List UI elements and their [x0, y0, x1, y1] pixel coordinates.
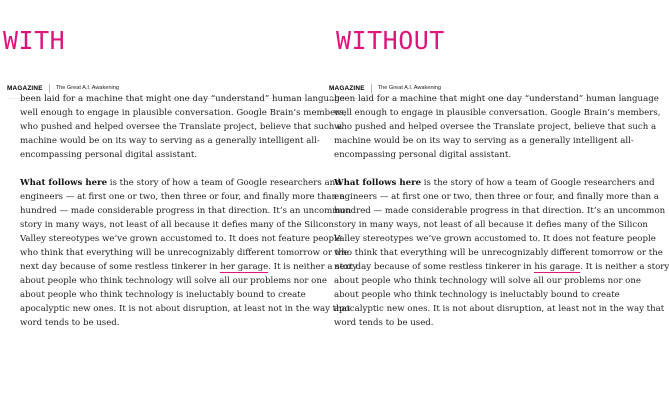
text-line: machine would be on its way to serving as a generally intelligent all- [20, 136, 320, 146]
paragraph-lead: What follows here [334, 178, 422, 188]
panel-label: WITH [3, 26, 66, 55]
highlighted-phrase: her garage [220, 262, 269, 272]
text-line: story in many ways, not least of all because it defies many of the Silicon [20, 220, 334, 230]
text-run: is the story of how a team of Google researchers and [107, 178, 341, 188]
comparison-panel-without [320, 0, 669, 400]
text-line: engineers — at first one or two, then three or four, and finally more than a [334, 192, 659, 202]
paragraph-gap [20, 162, 312, 176]
text-line: hundred — made considerable progress in that direction. It’s an uncommon [20, 206, 352, 216]
text-line: Valley stereotypes we’ve grown accustomed to. It does not feature people [334, 234, 656, 244]
magazine-wordmark[interactable]: MAGAZINE [329, 84, 365, 92]
story-title[interactable]: The Great A.I. Awakening [377, 85, 442, 91]
text-line: about people who think technology will solve all our problems nor one [334, 276, 641, 286]
article-body [20, 94, 358, 328]
text-run: . It is neither a story [580, 262, 669, 272]
text-line [20, 176, 341, 190]
text-run: next day because of some restless tinkerer in [20, 262, 221, 272]
text-line: who pushed and helped oversee the Translate project, believe that such a [334, 122, 657, 132]
text-line: word tends to be used. [20, 318, 120, 328]
text-line: well enough to engage in plausible conversation. Google Brain’s members, [20, 108, 347, 118]
text-run: is the story of how a team of Google researchers and [421, 178, 655, 188]
highlighted-phrase: his garage [534, 262, 581, 272]
text-line: been laid for a machine that might one day “understand” human language [20, 94, 345, 104]
text-line: who think that everything will be unrecognizably different tomorrow or the [20, 248, 349, 258]
text-line: engineers — at first one or two, then three or four, and finally more than a [20, 192, 345, 202]
text-line: about people who think technology will solve all our problems nor one [20, 276, 327, 286]
text-line [334, 260, 669, 274]
article-body [334, 94, 669, 328]
text-line: about people who think technology is ineluctably bound to create [20, 290, 306, 300]
panel-label: WITHOUT [336, 26, 445, 55]
story-title[interactable]: The Great A.I. Awakening [55, 85, 120, 91]
paragraph-lead: What follows here [20, 178, 108, 188]
text-line: word tends to be used. [334, 318, 434, 328]
text-line: apocalyptic new ones. It is not about disruption, at least not in the way that [334, 304, 665, 314]
text-line: about people who think technology is ineluctably bound to create [334, 290, 620, 300]
text-line: been laid for a machine that might one day “understand” human language [334, 94, 659, 104]
text-line: who think that everything will be unrecognizably different tomorrow or the [334, 248, 663, 258]
text-line: Valley stereotypes we’ve grown accustomed to. It does not feature people [20, 234, 342, 244]
text-line: apocalyptic new ones. It is not about disruption, at least not in the way that [20, 304, 351, 314]
paragraph-gap [334, 162, 634, 176]
text-line: hundred — made considerable progress in that direction. It’s an uncommon [334, 206, 666, 216]
text-line: machine would be on its way to serving as a generally intelligent all- [334, 136, 634, 146]
magazine-wordmark[interactable]: MAGAZINE [7, 84, 43, 92]
text-line: story in many ways, not least of all because it defies many of the Silicon [334, 220, 648, 230]
text-line [20, 260, 358, 274]
text-line [334, 176, 655, 190]
text-line: encompassing personal digital assistant. [334, 150, 512, 160]
text-line: encompassing personal digital assistant. [20, 150, 198, 160]
text-run: next day because of some restless tinkerer in [334, 262, 535, 272]
text-line: who pushed and helped oversee the Translate project, believe that such a [20, 122, 343, 132]
text-run: . It is neither a story [268, 262, 358, 272]
text-line: well enough to engage in plausible conversation. Google Brain’s members, [334, 108, 661, 118]
